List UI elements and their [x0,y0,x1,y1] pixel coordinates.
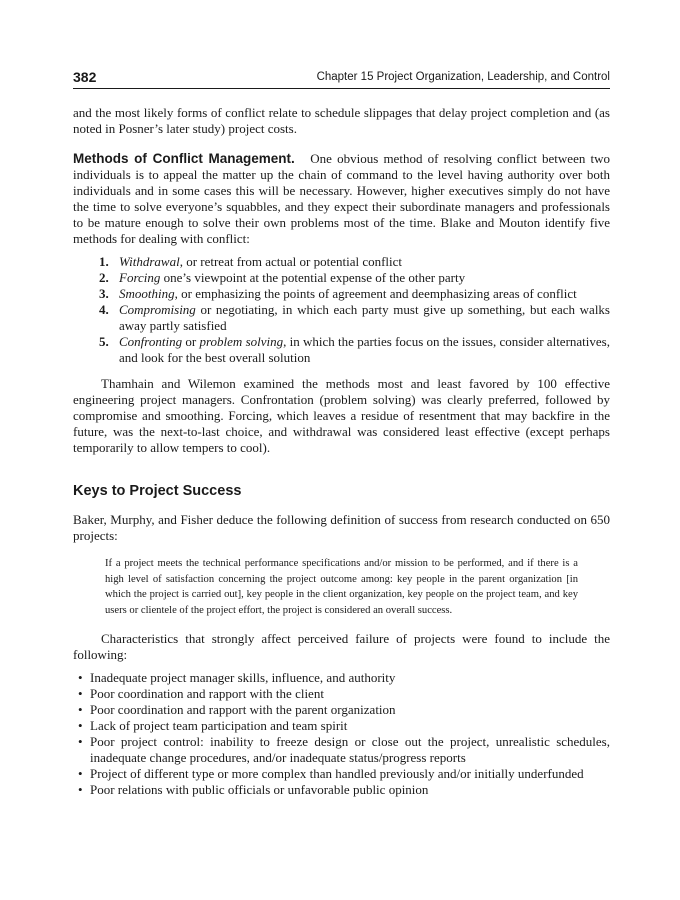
method-item [73,254,610,270]
item-number: 5. [99,334,109,349]
method-description: one’s viewpoint at the potential expense of the other party [160,270,466,285]
method-description: , or retreat from actual or potential conflict [179,254,403,269]
methods-intro-text: One obvious method of resolving conflict between two individuals is to appeal the matter up the chain of command to the level having authority over both individuals and in some cases this will be necessary. However, higher executives simply do not have the time to solve everyone’s squabbles, and they expect their subordinate managers and professionals to be mature enough to solve their own problems most of the time. Blake and Mouton identify five methods for dealing with conflict: [73,151,611,246]
section-heading-methods: Methods of Conflict Management. [73,151,295,166]
failure-factor-item [73,686,610,702]
bullet-icon: • [78,765,83,781]
section-heading-keys: Keys to Project Success [73,483,242,499]
failure-factor-item [73,734,610,766]
characteristics-paragraph: Characteristics that strongly affect perceived failure of projects were found to include the following: [73,630,610,662]
failure-factor-text: Poor coordination and rapport with the client [90,685,324,701]
running-head: Chapter 15 Project Organization, Leadership, and Control [316,71,610,83]
failure-factor-text: Poor project control: inability to freeze design or close out the project, unrealistic schedules, inadequate change procedures, and/or inadequate status/progress reports [90,733,610,765]
method-description: or negotiating, in which each party must give up something, but each walks away partly satisfied [119,302,610,333]
keys-intro-paragraph: Baker, Murphy, and Fisher deduce the following definition of success from research conducted on 650 projects: [73,512,610,543]
method-description: , or emphasizing the points of agreement and deemphasizing areas of conflict [174,286,577,301]
method-name: Withdrawal [119,254,180,269]
bullet-icon: • [78,717,83,733]
bullet-icon: • [78,669,83,685]
method-item [73,270,610,286]
method-description: , in which the parties focus on the issues, consider alternatives, and look for the best overall solution [119,334,610,365]
failure-factor-text: Project of different type or more complex than handled previously and/or initially underfunded [90,765,584,781]
method-name: Confronting [119,334,183,349]
bullet-icon: • [78,685,83,701]
bullet-icon: • [78,781,83,797]
thamhain-paragraph: Thamhain and Wilemon examined the methods most and least favored by 100 effective engineering project managers. Confrontation (problem solving) was clearly preferred, followed by compromise and smoothing. Forcing, which leaves a residue of resentment that may backfire in the future, was the next-to-last choice, and withdrawal was considered least effective (except perhaps temporarily to allow tempers to cool). [73,376,610,455]
body-text [73,105,610,798]
failure-factor-item [73,670,610,686]
method-name: problem solving [199,334,284,349]
method-item [73,302,610,334]
failure-factor-item [73,702,610,718]
item-number: 3. [99,286,109,301]
bullet-icon: • [78,733,83,749]
method-item [73,286,610,302]
failure-factor-text: Poor relations with public officials or unfavorable public opinion [90,781,429,797]
failure-factor-text: Inadequate project manager skills, influence, and authority [90,669,396,685]
failure-factor-item [73,766,610,782]
method-name: Compromising [119,302,196,317]
success-definition-quote: If a project meets the technical performance specifications and/or mission to be performed, and if there is a high level of satisfaction concerning the project outcome among: key people in the parent organization [in which the project is carried out], key people in the client organization, key people on the project team, and key users or clientele of the project effort, the project is considered an overall success. [105,558,578,617]
bullet-icon: • [78,701,83,717]
opening-paragraph: and the most likely forms of conflict relate to schedule slippages that delay project completion and (as noted in Posner’s later study) project costs. [73,105,610,136]
failure-factor-item [73,718,610,734]
methods-paragraph [73,151,610,247]
conflict-methods-list [73,254,610,366]
item-number: 4. [99,302,109,317]
failure-factor-item [73,782,610,798]
failure-factor-text: Poor coordination and rapport with the parent organization [90,701,396,717]
failure-factors-list [73,670,610,798]
method-name: Smoothing [119,286,175,301]
method-description: or [182,334,200,349]
failure-factor-text: Lack of project team participation and team spirit [90,717,348,733]
page-number: 382 [73,69,97,85]
item-number: 1. [99,254,109,269]
item-number: 2. [99,270,109,285]
page-header [73,66,610,89]
method-name: Forcing [119,270,161,285]
method-item [73,334,610,366]
